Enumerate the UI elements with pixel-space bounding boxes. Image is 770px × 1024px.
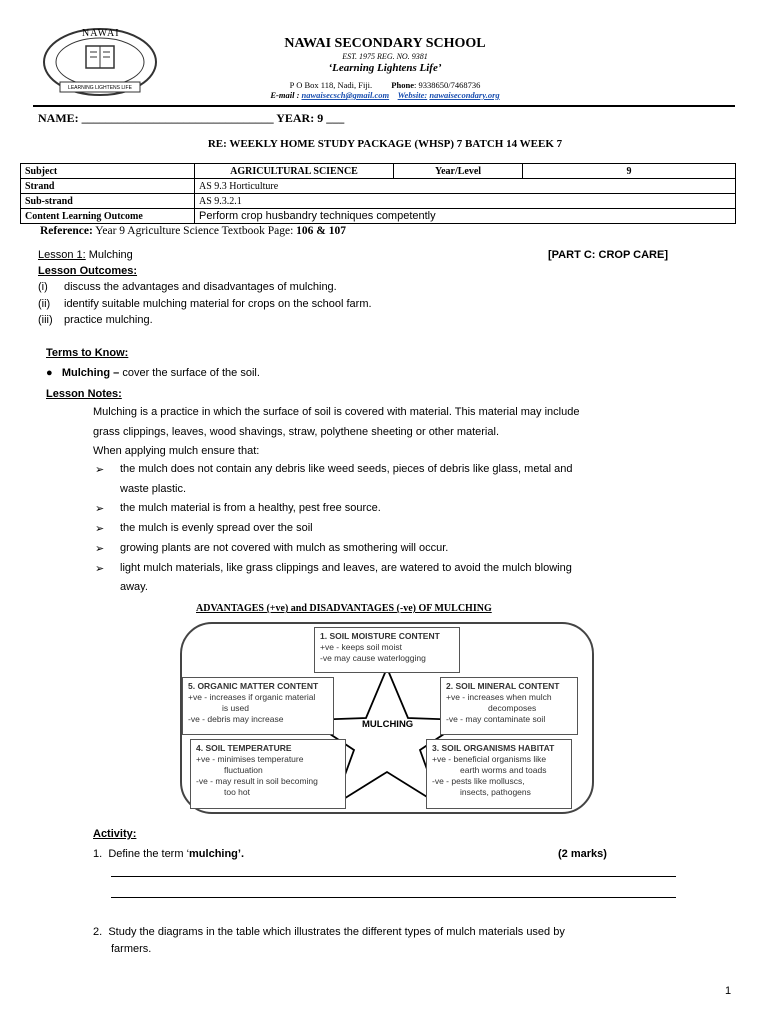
logo-banner-text: LEARNING LIGHTENS LIFE <box>68 85 132 91</box>
diagram-box-soil-mineral <box>440 677 578 735</box>
outcome-text: practice mulching. <box>64 314 153 326</box>
diagram-box-soil-temperature <box>190 739 346 809</box>
box-line: -ve - may contaminate soil <box>446 714 546 724</box>
reference-line <box>40 225 346 237</box>
terms-label: Terms to Know: <box>46 347 129 359</box>
question-text: Define the term ‘ <box>108 848 190 860</box>
email-link[interactable]: nawaisecsch@gmail.com <box>301 90 390 100</box>
strand-value: AS 9.3 Horticulture <box>195 179 736 194</box>
website-label[interactable]: Website: <box>397 90 428 100</box>
header-divider <box>33 105 735 107</box>
box-line: -ve - debris may increase <box>188 714 284 724</box>
reference-text: Year 9 Agriculture Science Textbook Page: <box>95 225 294 237</box>
website-link[interactable]: nawaisecondary.org <box>429 90 500 100</box>
question-number: 2. <box>93 926 103 938</box>
year-label: Year/Level <box>394 164 523 179</box>
subject-label: Subject <box>21 164 195 179</box>
list-item-text: away. <box>120 581 148 593</box>
box-heading: 1. SOIL MOISTURE CONTENT <box>320 631 440 641</box>
outcome-item <box>38 313 153 327</box>
box-line: +ve - minimises temperature <box>196 754 304 764</box>
term-item <box>46 366 260 380</box>
question-1-marks: (2 marks) <box>558 848 607 860</box>
list-item-text: the mulch does not contain any debris like weed seeds, pieces of debris like glass, metal and <box>120 463 573 475</box>
arrow-bullet-icon: ➢ <box>95 503 105 515</box>
outcomes-label: Lesson Outcomes: <box>38 265 138 277</box>
box-line: +ve - increases if organic material <box>188 692 316 702</box>
notes-label: Lesson Notes: <box>46 388 122 400</box>
substrand-value: AS 9.3.2.1 <box>195 194 736 209</box>
lesson-heading <box>38 248 133 262</box>
diagram-box-soil-moisture <box>314 627 460 673</box>
list-item-text: growing plants are not covered with mulch as smothering will occur. <box>120 542 449 554</box>
answer-line[interactable] <box>111 897 676 898</box>
box-line: +ve - keeps soil moist <box>320 642 402 652</box>
lesson-title: Mulching <box>88 249 133 261</box>
outcome-item <box>38 297 372 311</box>
term-definition: cover the surface of the soil. <box>122 367 260 379</box>
reference-pages: 106 & 107 <box>296 225 347 237</box>
box-heading: 4. SOIL TEMPERATURE <box>196 743 292 753</box>
question-2 <box>93 925 565 939</box>
box-heading: 2. SOIL MINERAL CONTENT <box>446 681 560 691</box>
list-item-text: the mulch is evenly spread over the soil <box>120 522 313 534</box>
box-line: -ve - may result in soil becoming <box>196 776 318 786</box>
arrow-bullet-icon: ➢ <box>95 464 105 476</box>
notes-paragraph: When applying mulch ensure that: <box>93 445 260 457</box>
address: P O Box 118, Nadi, Fiji. <box>289 80 373 90</box>
question-text: Study the diagrams in the table which illustrates the different types of mulch materials used by <box>108 926 565 938</box>
activity-label: Activity: <box>93 828 137 840</box>
box-line: +ve - beneficial organisms like <box>432 754 547 764</box>
box-line: -ve may cause waterlogging <box>320 653 426 663</box>
box-line: +ve - increases when mulch <box>446 692 552 702</box>
answer-line[interactable] <box>111 876 676 877</box>
diagram-center-label: MULCHING <box>362 719 414 730</box>
table-row <box>21 179 736 194</box>
page-number: 1 <box>725 985 732 997</box>
list-item-text: waste plastic. <box>120 483 187 495</box>
box-line: too hot <box>224 787 250 797</box>
subject-value: AGRICULTURAL SCIENCE <box>195 164 394 179</box>
arrow-bullet-icon: ➢ <box>95 543 105 555</box>
question-1 <box>93 847 244 861</box>
phone-label: Phone <box>391 80 414 90</box>
phone-number: : 9338650/7468736 <box>413 80 481 90</box>
question-2-continuation: farmers. <box>111 943 152 955</box>
clo-label: Content Learning Outcome <box>21 209 195 224</box>
box-heading: 3. SOIL ORGANISMS HABITAT <box>432 743 555 753</box>
contact-line <box>190 80 580 90</box>
outcome-text: identify suitable mulching material for crops on the school farm. <box>64 298 372 310</box>
established-line: EST. 1975 REG. NO. 9381 <box>342 52 428 61</box>
lesson-label: Lesson 1: <box>38 249 86 261</box>
box-heading: 5. ORGANIC MATTER CONTENT <box>188 681 319 691</box>
notes-paragraph: Mulching is a practice in which the surface of soil is covered with material. This material may include <box>93 406 580 418</box>
subject-info-table <box>20 163 736 224</box>
arrow-bullet-icon: ➢ <box>95 563 105 575</box>
diagram-box-organic-matter <box>182 677 334 735</box>
reference-label: Reference: <box>40 225 93 237</box>
email-website-line <box>190 90 580 100</box>
question-number: 1. <box>93 848 103 860</box>
strand-label: Strand <box>21 179 195 194</box>
box-line: earth worms and toads <box>460 765 547 775</box>
diagram-box-soil-organisms <box>426 739 572 809</box>
school-name: NAWAI SECONDARY SCHOOL <box>284 36 486 51</box>
outcome-number: (ii) <box>38 298 51 310</box>
package-title: RE: WEEKLY HOME STUDY PACKAGE (WHSP) 7 BATCH 14 WEEK 7 <box>207 138 563 150</box>
box-line: -ve - pests like molluscs, <box>432 776 525 786</box>
box-line: fluctuation <box>224 765 263 775</box>
term-word: Mulching – <box>61 367 120 379</box>
outcome-number: (i) <box>38 281 48 293</box>
list-item-text: the mulch material is from a healthy, pest free source. <box>120 502 381 514</box>
name-year-line: NAME: ________________________________ YEAR: 9 ___ <box>38 111 345 125</box>
lesson-part: [PART C: CROP CARE] <box>548 249 668 261</box>
substrand-label: Sub-strand <box>21 194 195 209</box>
school-motto: ‘Learning Lightens Life’ <box>328 62 442 74</box>
logo-text-top: NAWAI <box>82 28 120 39</box>
table-row <box>21 194 736 209</box>
clo-value: Perform crop husbandry techniques competently <box>195 209 736 224</box>
bullet-icon: ● <box>46 367 53 379</box>
diagram-title: ADVANTAGES (+ve) and DISADVANTAGES (-ve) OF MULCHING <box>196 603 492 614</box>
outcome-number: (iii) <box>38 314 53 326</box>
question-term: mulching’. <box>189 848 245 860</box>
box-line: is used <box>222 703 249 713</box>
arrow-bullet-icon: ➢ <box>95 523 105 535</box>
year-value: 9 <box>523 164 736 179</box>
outcome-item <box>38 280 337 294</box>
email-label: E-mail : <box>270 90 300 100</box>
notes-paragraph: grass clippings, leaves, wood shavings, straw, polythene sheeting or other material. <box>93 426 499 438</box>
box-line: decomposes <box>488 703 537 713</box>
box-line: insects, pathogens <box>460 787 531 797</box>
outcome-text: discuss the advantages and disadvantages of mulching. <box>64 281 337 293</box>
table-row <box>21 164 736 179</box>
table-row <box>21 209 736 224</box>
list-item-text: light mulch materials, like grass clippings and leaves, are watered to avoid the mulch blowing <box>120 562 572 574</box>
